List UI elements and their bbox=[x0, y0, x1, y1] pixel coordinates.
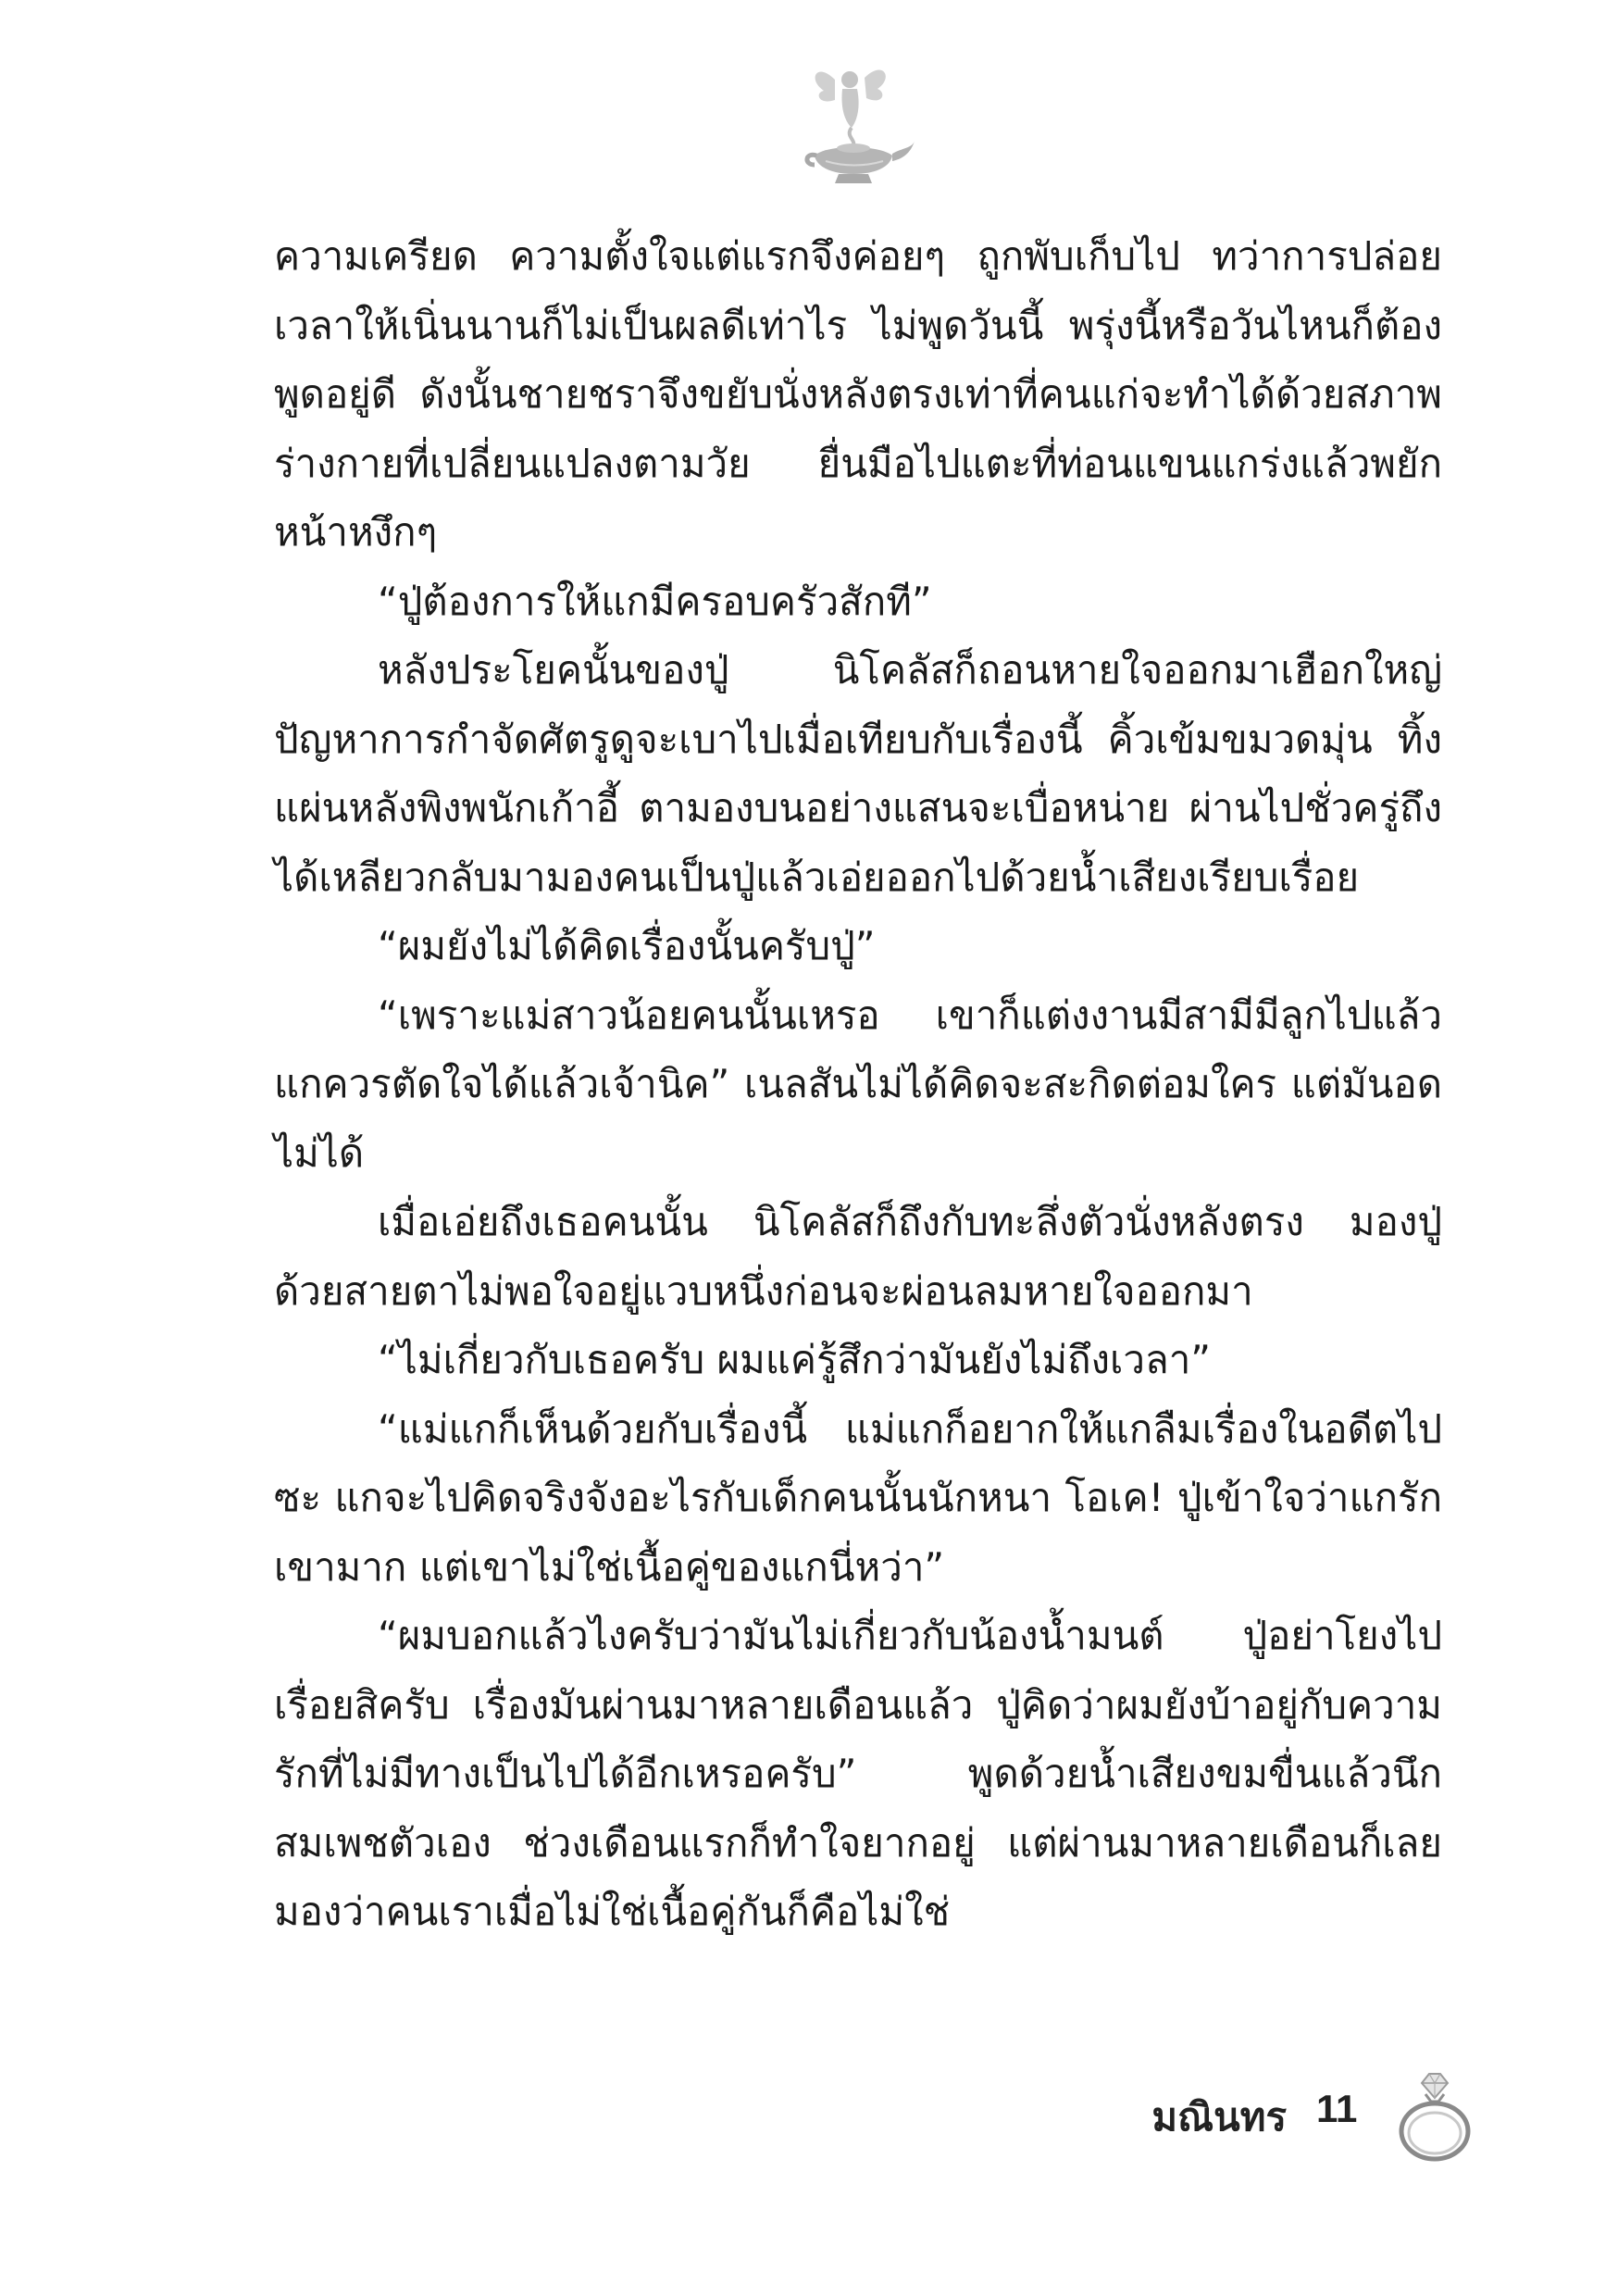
paragraph: “ผมยังไม่ได้คิดเรื่องนั้นครับปู่” bbox=[378, 923, 876, 969]
book-title: มณินทร bbox=[1151, 2094, 1287, 2140]
paragraph: “ปู่ต้องการให้แกมีครอบครัวสักที” bbox=[378, 578, 932, 624]
paragraph: “ไม่เกี่ยวกับเธอครับ ผมแค่รู้สึกว่ามันยังไม่ถึงเวลา” bbox=[378, 1337, 1212, 1383]
paragraph: “เพราะแม่สาวน้อยคนนั้นเหรอ เขาก็แต่งงานมีสามีมีลูกไปแล้ว แกควรตัดใจได้แล้วเจ้านิค” เนลสันไม่ได้คิดจะสะกิดต่อมใคร แต่มันอดไม่ได้ bbox=[274, 992, 1442, 1176]
diamond-ring-icon bbox=[1388, 2066, 1481, 2168]
paragraph: ความเครียด ความตั้งใจแต่แรกจึงค่อยๆ ถูกพับเก็บไป ทว่าการปล่อยเวลาให้เนิ่นนานก็ไม่เป็นผลดีเท่าไร ไม่พูดวันนี้ พรุ่งนี้หรือวันไหนก็ต้องพูดอยู่ดี ดังนั้นชายชราจึงขยับนั่งหลังตรงเท่าที่คนแก่จะทำได้ด้วยสภาพร่างกายที่เปลี่ยนแปลงตามวัย ยื่นมือไปแตะที่ท่อนแขนแกร่งแล้วพยักหน้าหงึกๆ bbox=[274, 233, 1442, 555]
page-number: 11 bbox=[1316, 2087, 1358, 2130]
page-footer bbox=[1111, 2066, 1481, 2168]
paragraph: “ผมบอกแล้วไงครับว่ามันไม่เกี่ยวกับน้องน้ำมนต์ ปู่อย่าโยงไปเรื่อยสิครับ เรื่องมันผ่านมาหลายเดือนแล้ว ปู่คิดว่าผมยังบ้าอยู่กับความรักที่ไม่มีทางเป็นไปได้อีกเหรอครับ” พูดด้วยน้ำเสียงขมขื่นแล้วนึกสมเพชตัวเอง ช่วงเดือนแรกก็ทำใจยากอยู่ แต่ผ่านมาหลายเดือนก็เลยมองว่าคนเราเมื่อไม่ใช่เนื้อคู่กันก็คือไม่ใช่ bbox=[274, 1613, 1442, 1935]
chapter-body-text bbox=[274, 222, 1442, 1947]
paragraph: “แม่แกก็เห็นด้วยกับเรื่องนี้ แม่แกก็อยากให้แกลืมเรื่องในอดีตไปซะ แกจะไปคิดจริงจังอะไรกับเด็กคนนั้นนักหนา โอเค! ปู่เข้าใจว่าแกรักเขามาก แต่เขาไม่ใช่เนื้อคู่ของแกนี่หว่า” bbox=[274, 1405, 1442, 1590]
lamp-ornament-icon bbox=[798, 52, 918, 191]
paragraph: เมื่อเอ่ยถึงเธอคนนั้น นิโคลัสก็ถึงกับทะลึ่งตัวนั่งหลังตรง มองปู่ด้วยสายตาไม่พอใจอยู่แวบหนึ่งก่อนจะผ่อนลมหายใจออกมา bbox=[274, 1199, 1442, 1314]
paragraph: หลังประโยคนั้นของปู่ นิโคลัสก็ถอนหายใจออกมาเฮือกใหญ่ ปัญหาการกำจัดศัตรูดูจะเบาไปเมื่อเทียบกับเรื่องนี้ คิ้วเข้มขมวดมุ่น ทิ้งแผ่นหลังพิงพนักเก้าอี้ ตามองบนอย่างแสนจะเบื่อหน่าย ผ่านไปชั่วครู่ถึงได้เหลียวกลับมามองคนเป็นปู่แล้วเอ่ยออกไปด้วยน้ำเสียงเรียบเรื่อย bbox=[274, 647, 1442, 900]
